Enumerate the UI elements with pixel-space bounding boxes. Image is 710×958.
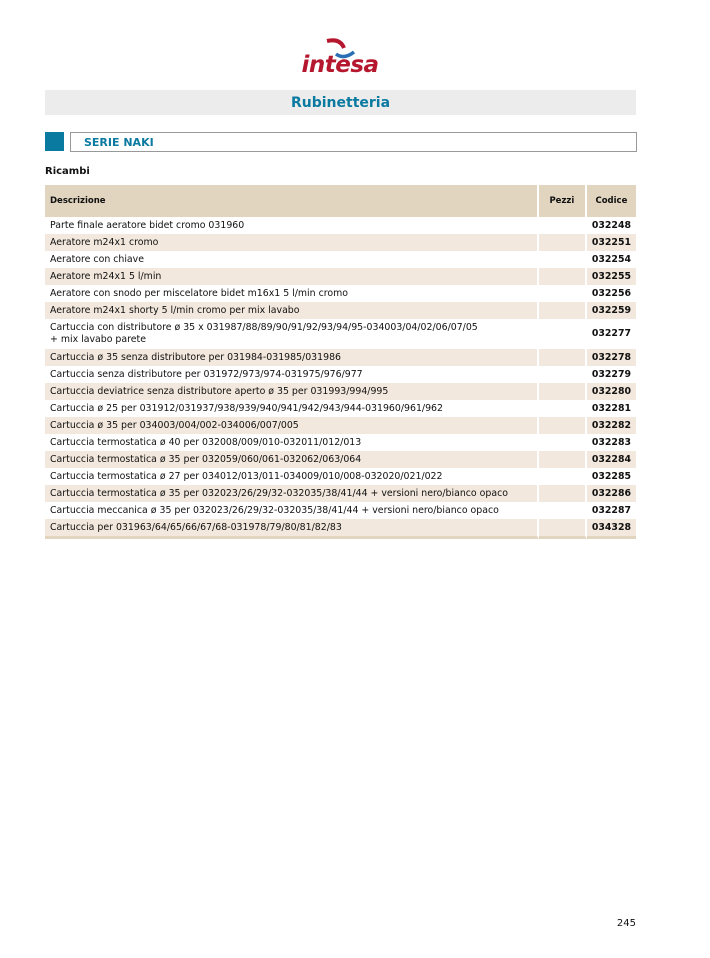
- table-row: [45, 502, 636, 519]
- header-pezzi: Pezzi: [539, 185, 587, 217]
- subtitle: Ricambi: [45, 166, 90, 177]
- row-pezzi: [539, 485, 587, 502]
- description-text: Parte finale aeratore bidet cromo 031960: [50, 219, 245, 231]
- row-pezzi: [539, 366, 587, 383]
- row-description: [45, 451, 539, 468]
- description-text-cont: + mix lavabo parete: [50, 334, 146, 345]
- logo-text: intesa: [301, 52, 379, 78]
- table-row: [45, 400, 636, 417]
- table-row: [45, 234, 636, 251]
- row-pezzi: [539, 434, 587, 451]
- row-description: [45, 434, 539, 451]
- row-pezzi: [539, 400, 587, 417]
- header-codice: Codice: [587, 185, 636, 217]
- row-codice: 032254: [591, 253, 631, 265]
- series-marker: [45, 132, 64, 151]
- table-row: [45, 217, 636, 234]
- description-text: Cartuccia ø 35 senza distributore per 031984-031985/031986: [50, 351, 342, 363]
- row-description: [45, 349, 539, 366]
- row-description: [45, 268, 539, 285]
- row-codice: 032284: [587, 451, 636, 468]
- row-codice: 032286: [587, 485, 636, 502]
- row-pezzi: [539, 383, 587, 400]
- row-description: [45, 319, 539, 349]
- row-description: [45, 468, 539, 485]
- table-row: [45, 434, 636, 451]
- table-row: [45, 319, 636, 349]
- page-number: 245: [616, 918, 636, 929]
- row-pezzi: [539, 217, 587, 234]
- table-row: [45, 285, 636, 302]
- description-text: Cartuccia ø 25 per 031912/031937/938/939/940/941/942/943/944-031960/961/962: [50, 402, 443, 414]
- description-text: Aeratore m24x1 5 l/min: [50, 270, 162, 282]
- table-row: [45, 417, 636, 434]
- description-text: Cartuccia termostatica ø 35 per 032059/060/061-032062/063/064: [50, 453, 362, 465]
- description-text: Cartuccia termostatica ø 27 per 034012/013/011-034009/010/008-032020/021/022: [50, 470, 443, 482]
- row-codice: 032280: [587, 383, 636, 400]
- row-description: [45, 417, 539, 434]
- row-codice: 032282: [587, 417, 636, 434]
- row-pezzi: [539, 234, 587, 251]
- description-text: Cartuccia termostatica ø 40 per 032008/009/010-032011/012/013: [50, 436, 362, 448]
- table-row: [45, 468, 636, 485]
- row-pezzi: [539, 519, 587, 539]
- series-title: SERIE NAKI: [70, 132, 637, 152]
- table-row: [45, 302, 636, 319]
- header-descrizione: Descrizione: [45, 185, 539, 217]
- table-row: [45, 251, 636, 268]
- row-description: [45, 485, 539, 502]
- table-row: [45, 349, 636, 366]
- row-description: [45, 519, 539, 539]
- row-codice: 032259: [587, 302, 636, 319]
- description-text: Aeratore con chiave: [50, 253, 144, 265]
- table-row: [45, 451, 636, 468]
- description-text: Cartuccia deviatrice senza distributore aperto ø 35 per 031993/994/995: [50, 385, 389, 397]
- row-description: [45, 234, 539, 251]
- row-codice: 032283: [591, 436, 631, 448]
- description-text: Cartuccia meccanica ø 35 per 032023/26/29/32-032035/38/41/44 + versioni nero/bianco opaco: [50, 504, 499, 516]
- row-codice: 032255: [587, 268, 636, 285]
- row-pezzi: [539, 285, 587, 302]
- row-codice: 032248: [591, 219, 631, 231]
- spare-parts-table: [45, 185, 636, 539]
- row-pezzi: [539, 302, 587, 319]
- row-description: [45, 383, 539, 400]
- table-row: [45, 485, 636, 502]
- row-codice: 032281: [591, 402, 631, 414]
- description-text: Cartuccia con distributore ø 35 x 031987/88/89/90/91/92/93/94/95-034003/04/02/06/07/05: [50, 322, 478, 333]
- row-description: [45, 217, 539, 234]
- table-row: [45, 383, 636, 400]
- row-description: [45, 366, 539, 383]
- description-text: Aeratore con snodo per miscelatore bidet m16x1 5 l/min cromo: [50, 287, 348, 299]
- description-text: Cartuccia per 031963/64/65/66/67/68-031978/79/80/81/82/83: [50, 521, 342, 533]
- row-description: [45, 251, 539, 268]
- row-pezzi: [539, 451, 587, 468]
- intesa-logo: [300, 38, 380, 82]
- row-pezzi: [539, 502, 587, 519]
- row-description: [45, 400, 539, 417]
- row-pezzi: [539, 319, 587, 349]
- table-row: [45, 519, 636, 539]
- row-codice: 034328: [587, 519, 636, 539]
- description-text: Cartuccia ø 35 per 034003/004/002-034006/007/005: [50, 419, 299, 431]
- row-codice: 032285: [591, 470, 631, 482]
- section-title: Rubinetteria: [45, 90, 636, 115]
- description-text: Aeratore m24x1 cromo: [50, 236, 159, 248]
- row-codice: 032251: [587, 234, 636, 251]
- row-codice: 032278: [587, 349, 636, 366]
- row-codice: 032256: [591, 287, 631, 299]
- row-pezzi: [539, 468, 587, 485]
- row-description: [45, 285, 539, 302]
- description-text: Cartuccia termostatica ø 35 per 032023/26/29/32-032035/38/41/44 + versioni nero/bianco opaco: [50, 487, 508, 499]
- row-codice: 032287: [591, 504, 631, 516]
- row-codice: 032279: [591, 368, 631, 380]
- description-text: Aeratore m24x1 shorty 5 l/min cromo per mix lavabo: [50, 304, 300, 316]
- row-description: [45, 302, 539, 319]
- row-pezzi: [539, 349, 587, 366]
- table-row: [45, 366, 636, 383]
- table-row: [45, 268, 636, 285]
- row-pezzi: [539, 251, 587, 268]
- row-pezzi: [539, 417, 587, 434]
- row-codice: 032277: [591, 328, 631, 339]
- description-text: Cartuccia senza distributore per 031972/973/974-031975/976/977: [50, 368, 363, 380]
- row-description: [45, 502, 539, 519]
- row-pezzi: [539, 268, 587, 285]
